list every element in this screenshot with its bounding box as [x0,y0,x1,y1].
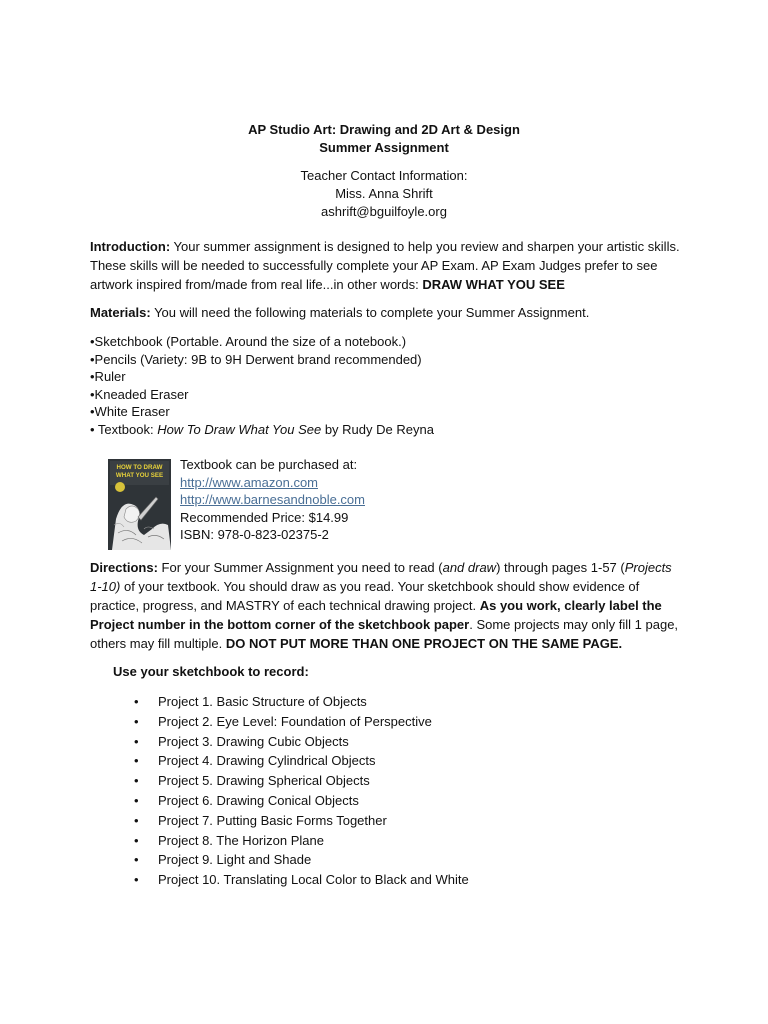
directions-paragraph [90,558,682,653]
directions-italic: Projects 1-10) [90,560,672,594]
project-label: Project 2. Eye Level: Foundation of Perspective [158,713,432,729]
document-title: AP Studio Art: Drawing and 2D Art & Design [248,122,520,137]
bullet: • [134,753,139,769]
list-item [130,851,469,871]
directions-text: . Some projects may only fill 1 page, others may fill multiple. [90,617,679,651]
introduction-emphasis: DRAW WHAT YOU SEE [422,277,565,292]
textbook-title: How To Draw What You See [157,421,322,437]
teacher-name: Miss. Anna Shrift [335,186,433,201]
materials-label: Materials: [90,305,151,320]
materials-item: •Sketchbook (Portable. Around the size of a notebook.) [90,334,407,349]
bullet: • [134,773,139,789]
book-cover-title-line1: HOW TO DRAW [116,464,163,471]
project-label: Project 7. Putting Basic Forms Together [158,812,387,828]
bullet: • [134,832,139,848]
list-item [130,792,469,812]
project-label: Project 6. Drawing Conical Objects [158,792,359,808]
list-item [130,832,469,852]
directions-text: ) through pages 1-57 ( [496,560,625,575]
materials-list [90,333,682,438]
contact-heading: Teacher Contact Information: [300,168,468,183]
introduction-label: Introduction: [90,239,171,254]
bullet: • [134,792,139,808]
list-item [130,733,469,753]
project-label: Project 10. Translating Local Color to Black and White [158,872,469,888]
directions-text: of your textbook. You should draw as you read. Your sketchbook should show evidence of practice, progress, and MASTRY of each technical drawing project. [90,579,640,613]
book-cover-title-line2: WHAT YOU SEE [115,472,164,479]
title-block [0,121,768,157]
directions-italic: and draw [442,560,497,575]
purchase-label: Textbook can be purchased at: [180,457,358,472]
materials-item: •White Eraser [90,404,170,419]
recommended-price: Recommended Price: $14.99 [180,509,349,525]
book-isbn: ISBN: 978-0-823-02375-2 [180,527,329,542]
teacher-contact [0,167,768,221]
project-label: Project 8. The Horizon Plane [158,832,324,848]
directions-warning: DO NOT PUT MORE THAN ONE PROJECT ON THE SAME PAGE. [225,636,623,651]
list-item [130,812,469,832]
document-subtitle: Summer Assignment [319,140,449,155]
teacher-email: ashrift@bguilfoyle.org [321,204,447,219]
list-item [130,752,469,772]
book-cover-art [108,459,171,550]
materials-item: •Kneaded Eraser [90,386,189,402]
materials-paragraph [90,304,682,322]
textbook-author: by Rudy De Reyna [321,421,434,437]
book-cover-image [108,459,171,550]
list-item [130,693,469,713]
project-list [130,693,469,891]
amazon-link[interactable]: http://www.amazon.com [180,474,318,490]
materials-text: You will need the following materials to complete your Summer Assignment. [150,305,590,320]
project-label: Project 5. Drawing Spherical Objects [158,773,370,789]
materials-item: •Pencils (Variety: 9B to 9H Derwent brand recommended) [90,351,422,367]
bullet: • [134,812,139,828]
directions-label: Directions: [90,560,158,575]
list-item [130,772,469,792]
directions-text: For your Summer Assignment you need to read ( [157,560,443,575]
record-heading: Use your sketchbook to record: [113,664,309,679]
project-label: Project 4. Drawing Cylindrical Objects [158,753,376,769]
bullet: • [134,852,139,868]
bullet: • [134,733,139,749]
bullet: • [134,872,139,888]
directions-label-instruction: As you work, clearly label the Project number in the bottom corner of the sketchbook paper [90,598,662,632]
barnesandnoble-link[interactable]: http://www.barnesandnoble.com [180,492,365,507]
project-label: Project 3. Drawing Cubic Objects [158,733,349,749]
materials-item-textbook [90,421,682,439]
book-purchase-info [180,456,580,544]
bullet: • [134,694,139,709]
textbook-prefix: • Textbook: [90,421,158,437]
project-label: Project 1. Basic Structure of Objects [158,694,367,709]
introduction-text: Your summer assignment is designed to help you review and sharpen your artistic skills. These skills will be needed to successfully complete your AP Exam. AP Exam Judges prefer to see artwork inspired from/made from real life...in other words: [90,239,680,292]
list-item [130,871,469,891]
bullet: • [134,713,139,729]
list-item [130,713,469,733]
project-label: Project 9. Light and Shade [158,852,312,868]
materials-item: •Ruler [90,369,126,384]
introduction-paragraph [90,237,682,294]
